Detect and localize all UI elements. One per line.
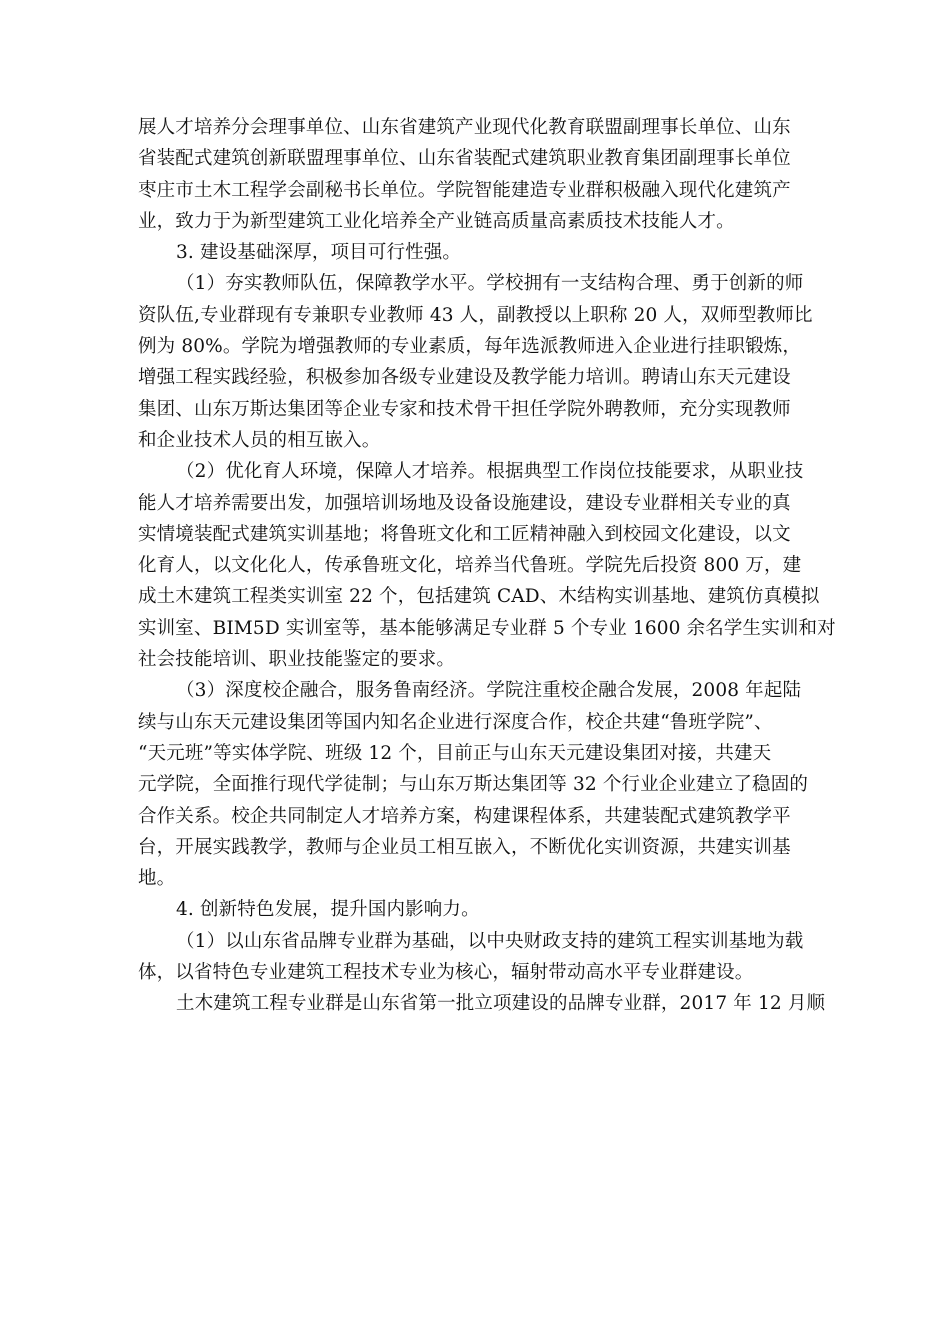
text-line: “天元班”等实体学院、班级 12 个，目前正与山东天元建设集团对接，共建天 [138,742,772,764]
text-line: （1）夯实教师队伍，保障教学水平。学校拥有一支结构合理、勇于创新的师 [176,273,804,295]
text-line: 业，致力于为新型建筑工业化培养全产业链高质量高素质技术技能人才。 [138,210,735,232]
text-line: 合作关系。校企共同制定人才培养方案，构建课程体系，共建装配式建筑教学平 [138,805,791,827]
text-line: 展人才培养分会理事单位、山东省建筑产业现代化教育联盟副理事长单位、山东 [138,117,791,138]
text-line: 例为 80%。学院为增强教师的专业素质，每年选派教师进入企业进行挂职锻炼， [138,336,802,358]
text-line: 省装配式建筑创新联盟理事单位、山东省装配式建筑职业教育集团副理事长单位 [138,148,791,170]
text-line: 成土木建筑工程类实训室 22 个，包括建筑 CAD、木结构实训基地、建筑仿真模拟 [138,586,820,608]
text-line: 资队伍,专业群现有专兼职专业教师 43 人，副教授以上职称 20 人，双师型教师比 [138,304,813,326]
text-line: 台，开展实践教学，教师与企业员工相互嵌入，不断优化实训资源，共建实训基 [138,836,791,858]
text-line: 体，以省特色专业建筑工程技术专业为核心，辐射带动高水平专业群建设。 [138,962,754,984]
text-line: （2）优化育人环境，保障人才培养。根据典型工作岗位技能要求，从职业技 [176,461,804,483]
text-line: 能人才培养需要出发，加强培训场地及设备设施建设，建设专业群相关专业的真 [138,492,791,514]
text-line: （1）以山东省品牌专业群为基础，以中央财政支持的建筑工程实训基地为载 [176,930,804,952]
text-line: 实情境装配式建筑实训基地；将鲁班文化和工匠精神融入到校园文化建设，以文 [138,523,791,545]
text-line: 元学院，全面推行现代学徒制；与山东万斯达集团等 32 个行业企业建立了稳固的 [138,774,809,796]
text-line: 续与山东天元建设集团等国内知名企业进行深度合作，校企共建“鲁班学院”、 [138,711,773,733]
text-line: （3）深度校企融合，服务鲁南经济。学院注重校企融合发展，2008 年起陆 [176,680,802,702]
document-page [138,112,836,1020]
text-line: 化育人，以文化化人，传承鲁班文化，培养当代鲁班。学院先后投资 800 万，建 [138,555,802,577]
text-line: 和企业技术人员的相互嵌入。 [138,429,381,451]
text-line: 地。 [138,868,176,890]
text-line: 4. 创新特色发展，提升国内影响力。 [176,899,480,921]
text-line: 增强工程实践经验，积极参加各级专业建设及教学能力培训。聘请山东天元建设 [138,367,791,389]
text-line: 社会技能培训、职业技能鉴定的要求。 [138,649,456,671]
text-line: 土木建筑工程专业群是山东省第一批立项建设的品牌专业群，2017 年 12 月顺 [176,993,826,1015]
text-line: 枣庄市土木工程学会副秘书长单位。学院智能建造专业群积极融入现代化建筑产 [138,179,791,201]
text-line: 3. 建设基础深厚，项目可行性强。 [176,242,462,264]
text-line: 实训室、BIM5D 实训室等，基本能够满足专业群 5 个专业 1600 余名学生实训和对 [138,617,836,639]
text-line: 集团、山东万斯达集团等企业专家和技术骨干担任学院外聘教师，充分实现教师 [138,398,791,420]
